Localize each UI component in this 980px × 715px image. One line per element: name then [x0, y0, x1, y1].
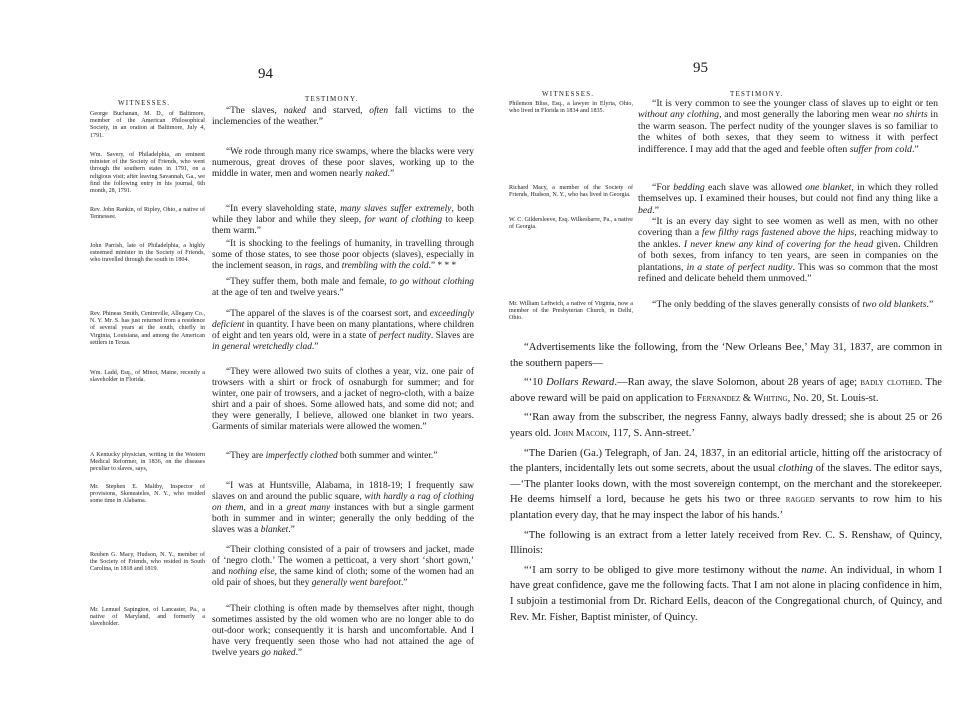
testimony-heading: TESTIMONY. — [305, 95, 359, 103]
testimony-paragraph: “In every slaveholding state, many slaves suffer extremely, both while they labor and while they sleep, for want of clothing to keep them warm.” — [212, 204, 474, 236]
witness-entry: Richard Macy, a member of the Society of Friends, Hudson, N. Y., who has lived in Georgia. — [509, 185, 633, 199]
testimony-entry — [212, 239, 474, 299]
witness-entry: John Parrish, late of Philadelphia, a highly esteemed minister in the Society of Friends, who travelled through the south in 1804. — [90, 243, 205, 264]
testimony-paragraph: “It is an every day sight to see women as well as men, with no other covering than a few filthy rags fastened above the hips, reaching midway to the ankles. I never knew any kind of covering for the head given. Children of both sexes, from infancy to ten years, are seen in companies on the plantations, in a state of perfect nudity. This was so common that the most refined and delicate beheld them unmoved.” — [638, 216, 939, 285]
witness-entry: Rev. Phineas Smith, Centreville, Allegany Co., N. Y. Mr. S. has just returned from a residence of several years at the south, chiefly in Virginia, Louisiana, and among the American settlers in Texas. — [90, 311, 205, 346]
body-paragraph: “‘I am sorry to be obliged to give more testimony without the name. An individual, in whom I have great confidence, gave me the following facts. That I am not alone in placing confidence in him, I subjoin a testimonial from Dr. Richard Eells, deacon of the Congregational church, of Quincy, and Rev. Mr. Fisher, Baptist minister, of Quincy. — [510, 564, 942, 623]
witnesses-heading: WITNESSES. — [118, 99, 171, 107]
body-paragraph: “Advertisements like the following, from the ‘New Orleans Bee,’ May 31, 1837, are common in the southern papers— — [510, 342, 942, 369]
testimony-paragraph: “I was at Huntsville, Alabama, in 1818-19; I frequently saw slaves on and around the public square, with hardly a rag of clothing on them, and in a great many instances with but a single garment both in summer and in winter; generally the only bedding of the slaves was a blanket.” — [212, 481, 474, 535]
testimony-entry — [212, 204, 474, 237]
testimony-paragraph: “They were allowed two suits of clothes a year, viz. one pair of trowsers with a shirt or frock of osnaburgh for summer; and for winter, one pair of trowsers, and a jacket of negro-cloth, with a baize shirt and a pair of shoes. Some allowed hats, and some did not; and they were generally, I believe, allowed one blanket in two years. Garments of similar materials were allowed the women.” — [212, 367, 474, 432]
testimony-heading: TESTIMONY. — [730, 90, 784, 98]
testimony-paragraph: “The slaves, naked and starved, often fall victims to the inclemencies of the weather.” — [212, 106, 474, 127]
witness-entry: Wm. Savery, of Philadelphia, an eminent minister of the Society of Friends, who went through the southern states in 1791, on a religious visit; after leaving Savannah, Ga., we find the following entry in his journal, 6th month, 28, 1791. — [90, 152, 205, 195]
witness-entry: George Buchanan, M. D., of Baltimore, member of the American Philosophical Society, in an oration at Baltimore, July 4, 1791. — [90, 111, 205, 139]
testimony-entry — [212, 545, 474, 589]
testimony-paragraph: “They are imperfectly clothed both summer and winter.” — [226, 451, 438, 461]
body-paragraph: “‘10 Dollars Reward.—Ran away, the slave Solomon, about 28 years of age; badly clothed. The above reward will be paid on application to Fernandez & Whiting, No. 20, St. Louis-st. — [510, 377, 942, 404]
witness-entry: A Kentucky physician, writing in the Western Medical Reformer, in 1836, on the diseases peculiar to slaves, says, — [90, 452, 205, 473]
witness-entry: Mr. Stephen E. Maltby, Inspector of provisions, Skeneateles, N. Y., who resided some time in Alabama. — [90, 484, 205, 505]
testimony-paragraph: “The only bedding of the slaves generally consists of two old blankets.” — [652, 299, 934, 310]
witness-entry: Wm. Ladd, Esq., of Minot, Maine, recently a slaveholder in Florida. — [90, 370, 205, 384]
testimony-entry — [212, 481, 474, 536]
testimony-paragraph: “We rode through many rice swamps, where the blacks were very numerous, great droves of these poor slaves, working up to the middle in water, men and women nearly naked.” — [212, 147, 474, 179]
testimony-paragraph: “For bedding each slave was allowed one blanket, in which they rolled themselves up. I examined their houses, but could not find any thing like a bed.” — [638, 182, 938, 216]
testimony-entry — [638, 98, 938, 155]
witness-entry: Rev. John Rankin, of Ripley, Ohio, a native of Tennessee. — [90, 207, 205, 221]
body-text — [510, 340, 942, 629]
testimony-paragraph: “The apparel of the slaves is of the coarsest sort, and exceedingly deficient in quantity. I have been on many plantations, where children of eight and ten years old, were in a state of perfect nudity. Slaves are in general wretchedly clad.” — [212, 309, 474, 352]
witness-entry: Reuben G. Macy, Hudson, N. Y., member of the Society of Friends, who resided in South Carolina, in 1818 and 1819. — [90, 552, 205, 573]
witness-entry: Mr. Lemuel Sapington, of Lancaster, Pa., a native of Maryland, and formerly a slaveholder. — [90, 607, 205, 628]
testimony-entry — [212, 309, 474, 353]
body-paragraph: “The following is an extract from a letter lately received from Rev. C. S. Renshaw, of Quincy, Illinois: — [510, 529, 942, 557]
testimony-entry — [212, 106, 474, 128]
body-paragraph: “The Darien (Ga.) Telegraph, of Jan. 24, 1837, in an editorial article, hitting off the aristocracy of the planters, incidentally lets out some secrets, about the usual clothing of the slaves. The editor says,—‘The planter looks down, with the most sovereign contempt, on the merchant and the storekeeper. He deems himself a lord, because he gets his two or three ragged servants to row him to his plantation every day, that he may inspect the labor of his hands.’ — [510, 447, 943, 521]
testimony-entry — [212, 604, 474, 659]
testimony-entry — [212, 367, 474, 433]
testimony-paragraph: “It is very common to see the younger class of slaves up to eight or ten without any clothing, and most generally the laboring men wear no shirts in the warm season. The perfect nudity of the younger slaves is so familiar to the whites of both sexes, that they seem to witness it with perfect indifference. I may add that the aged and feeble often suffer from cold.” — [638, 98, 939, 155]
testimony-paragraph: “It is shocking to the feelings of humanity, in travelling through some of those states, to see those poor objects (slaves), especially in the inclement season, in rags, and trembling with the cold.” * * * — [212, 239, 474, 271]
testimony-entry — [212, 451, 474, 462]
witness-entry: Philemon Bliss, Esq., a lawyer in Elyria, Ohio, who lived in Florida in 1834 and 1835. — [509, 101, 633, 115]
testimony-paragraph: “They suffer them, both male and female, to go without clothing at the age of ten and twelve years.” — [212, 277, 474, 298]
testimony-paragraph: “Their clothing is often made by themselves after night, though sometimes assisted by the old women who are no longer able to do out-door work; consequently it is harsh and uncomfortable. And I have very frequently seen those who had not attained the age of twelve years go naked.” — [212, 604, 474, 658]
right-page — [480, 0, 980, 715]
testimony-paragraph: “Their clothing consisted of a pair of trowsers and jacket, made of ‘negro cloth.’ The women a petticoat, a very short ‘short gown,’ and nothing else, the same kind of cloth; some of the women had an old pair of shoes, but they generally went barefoot.” — [212, 545, 474, 588]
testimony-entry — [638, 216, 938, 284]
testimony-entry — [638, 299, 938, 310]
body-paragraph: “‘Ran away from the subscriber, the negress Fanny, always badly dressed; she is about 25 or 26 years old. John Macoin, 117, S. Ann-street.’ — [510, 412, 942, 439]
testimony-entry — [638, 182, 938, 216]
witnesses-heading: WITNESSES. — [542, 90, 595, 98]
left-page — [0, 0, 480, 715]
page-number: 95 — [693, 60, 708, 76]
witness-entry: Mr. William Leftwich, a native of Virginia, now a member of the Presbyterian Church, in Delhi, Ohio. — [509, 301, 633, 322]
page-number: 94 — [258, 66, 273, 82]
witness-entry: W. C. Gildersleeve, Esq. Wilkesbarre, Pa., a native of Georgia. — [509, 217, 633, 231]
testimony-entry — [212, 147, 474, 180]
